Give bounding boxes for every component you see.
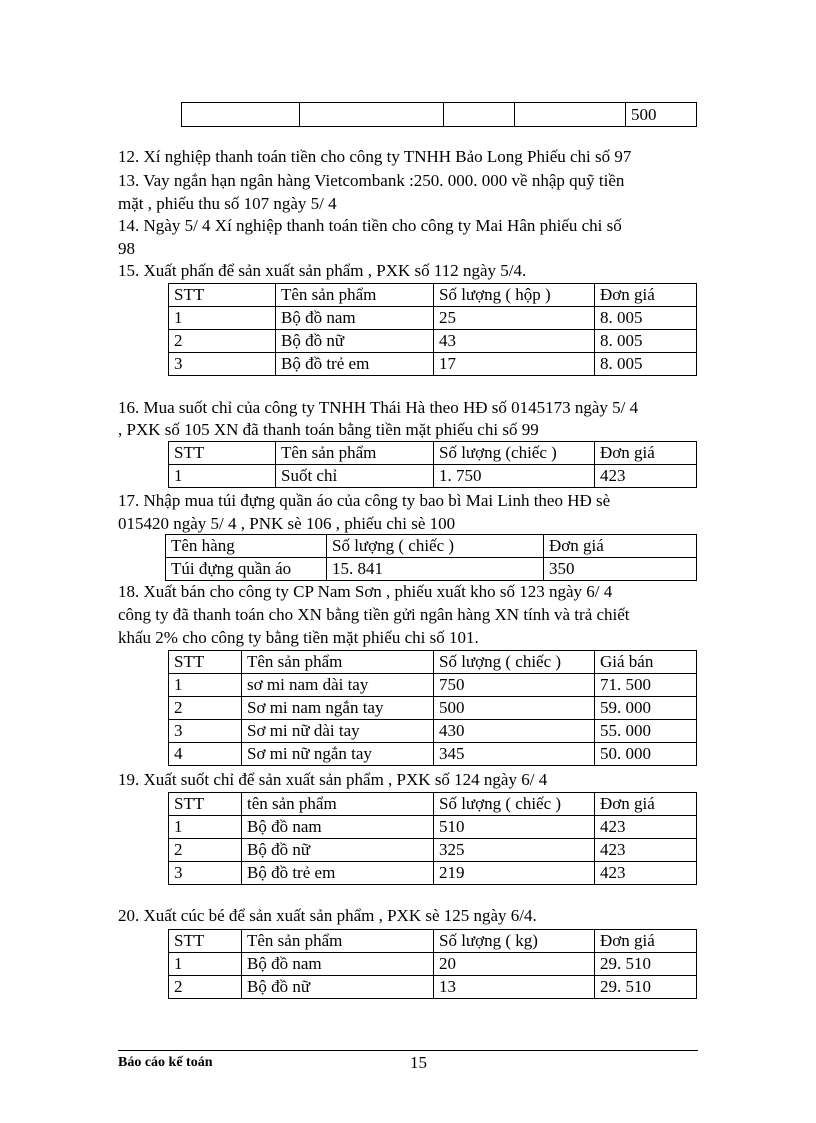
- table-17: [165, 534, 697, 581]
- table-row: 2 Bộ đồ nữ 325 423: [169, 839, 697, 862]
- table-row: 2 Bộ đồ nữ 43 8. 005: [169, 330, 697, 353]
- item-18-line3: khấu 2% cho công ty bằng tiền mặt phiếu chi số 101.: [118, 628, 479, 647]
- item-12: 12. Xí nghiệp thanh toán tiền cho công ty TNHH Bảo Long Phiếu chi số 97: [118, 147, 632, 166]
- item-19: 19. Xuất suốt chỉ để sản xuất sản phẩm , PXK số 124 ngày 6/ 4: [118, 770, 548, 789]
- table-row: 3 Bộ đồ trẻ em 17 8. 005: [169, 353, 697, 376]
- item-18-line2: công ty đã thanh toán cho XN bằng tiền gửi ngân hàng XN tính và trả chiết: [118, 605, 630, 624]
- table-15: [168, 283, 697, 376]
- table-16: [168, 441, 697, 488]
- table-row: Túi đựng quần áo 15. 841 350: [166, 558, 697, 581]
- item-14-line1: 14. Ngày 5/ 4 Xí nghiệp thanh toán tiền cho công ty Mai Hân phiếu chi số: [118, 216, 622, 235]
- table-18: [168, 650, 697, 766]
- table-header-row: STT Tên sản phẩm Số lượng ( chiếc ) Giá bán: [169, 651, 697, 674]
- table-row: 3 Sơ mi nữ dài tay 430 55. 000: [169, 720, 697, 743]
- table-header-row: STT tên sản phẩm Số lượng ( chiếc ) Đơn giá: [169, 793, 697, 816]
- item-18-line1: 18. Xuất bán cho công ty CP Nam Sơn , phiếu xuất kho số 123 ngày 6/ 4: [118, 582, 613, 601]
- table-header-row: STT Tên sản phẩm Số lượng ( hộp ) Đơn giá: [169, 284, 697, 307]
- item-17-line2: 015420 ngày 5/ 4 , PNK sè 106 , phiếu chi sè 100: [118, 514, 456, 533]
- top-table: [181, 102, 697, 127]
- table-row: 2 Sơ mi nam ngắn tay 500 59. 000: [169, 697, 697, 720]
- item-17-line1: 17. Nhập mua túi đựng quần áo của công ty bao bì Mai Linh theo HĐ sè: [118, 491, 611, 510]
- table-20: [168, 929, 697, 999]
- table-header-row: Tên hàng Số lượng ( chiếc ) Đơn giá: [166, 535, 697, 558]
- item-14-line2: 98: [118, 239, 135, 258]
- table-row: 2 Bộ đồ nữ 13 29. 510: [169, 976, 697, 999]
- table-header-row: STT Tên sản phẩm Số lượng (chiếc ) Đơn giá: [169, 442, 697, 465]
- item-13-line2: mặt , phiếu thu số 107 ngày 5/ 4: [118, 194, 337, 213]
- table-header-row: STT Tên sản phẩm Số lượng ( kg) Đơn giá: [169, 930, 697, 953]
- table-row: 500: [182, 103, 697, 127]
- table-row: 1 Bộ đồ nam 510 423: [169, 816, 697, 839]
- table-row: 1 Bộ đồ nam 25 8. 005: [169, 307, 697, 330]
- item-16-line2: , PXK số 105 XN đã thanh toán bằng tiền mặt phiếu chi số 99: [118, 420, 539, 439]
- table-row: 1 Suốt chỉ 1. 750 423: [169, 465, 697, 488]
- item-20: 20. Xuất cúc bé để sản xuất sản phẩm , PXK sè 125 ngày 6/4.: [118, 906, 537, 925]
- item-16-line1: 16. Mua suốt chỉ của công ty TNHH Thái Hà theo HĐ số 0145173 ngày 5/ 4: [118, 398, 639, 417]
- item-15: 15. Xuất phấn để sản xuất sản phẩm , PXK số 112 ngày 5/4.: [118, 261, 527, 280]
- table-19: [168, 792, 697, 885]
- table-row: 1 sơ mi nam dài tay 750 71. 500: [169, 674, 697, 697]
- table-row: 4 Sơ mi nữ ngắn tay 345 50. 000: [169, 743, 697, 766]
- table-row: 1 Bộ đồ nam 20 29. 510: [169, 953, 697, 976]
- footer-divider: [118, 1050, 698, 1051]
- page-number: 15: [410, 1053, 427, 1072]
- table-row: 3 Bộ đồ trẻ em 219 423: [169, 862, 697, 885]
- item-13-line1: 13. Vay ngắn hạn ngân hàng Vietcombank :250. 000. 000 về nhập quỹ tiền: [118, 171, 625, 190]
- footer-title: Báo cáo kế toán: [118, 1055, 213, 1070]
